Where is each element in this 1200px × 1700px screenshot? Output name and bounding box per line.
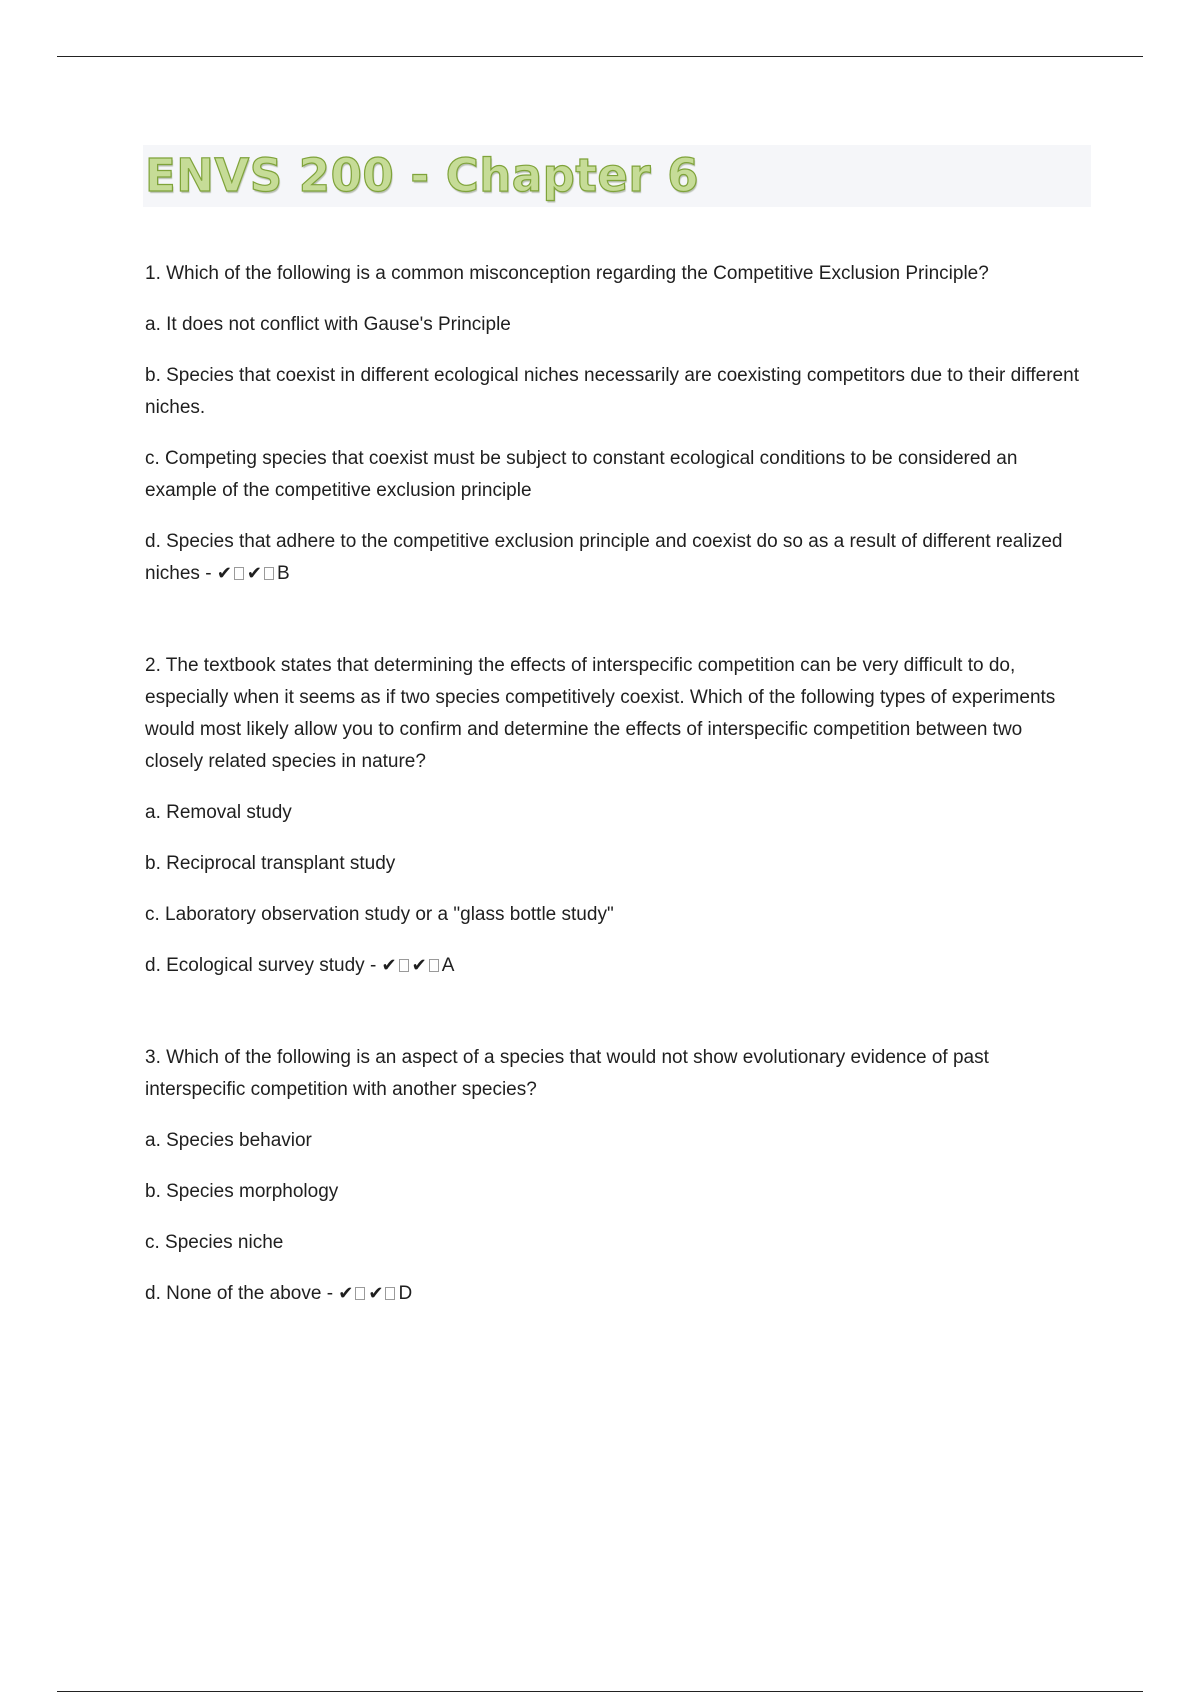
question-text: 1. Which of the following is a common misconception regarding the Competitive Exclusion Principle?	[145, 263, 989, 284]
header-rule	[57, 56, 1143, 57]
check-mark-icon: ✔	[411, 955, 427, 976]
question-text: 3. Which of the following is an aspect of a species that would not show evolutionary evidence of past interspecific competition with another species?	[145, 1047, 989, 1100]
option-d: d. Species that adhere to the competitive exclusion principle and coexist do so as a result of different realized niches -	[145, 531, 1063, 584]
check-mark-icon: ✔	[381, 955, 397, 976]
question-list	[145, 258, 1085, 1329]
option-d: d. None of the above -	[145, 1283, 334, 1304]
answer-letter: B	[277, 563, 290, 584]
option-b: b. Species morphology	[145, 1181, 339, 1202]
question-text: 2. The textbook states that determining the effects of interspecific competition can be very difficult to do, especially when it seems as if two species competitively coexist. Which of the following types of experiments would most likely allow you to confirm and determine the effects of interspecific competition between two closely related species in nature?	[145, 655, 1056, 772]
question-2	[145, 650, 1085, 982]
check-mark-icon: ✔	[216, 563, 232, 584]
answer-letter: A	[441, 955, 455, 976]
question-3	[145, 1042, 1085, 1310]
option-d-with-answer	[145, 950, 1085, 982]
option-d: d. Ecological survey study -	[145, 955, 377, 976]
check-mark-icon: ✔	[368, 1283, 384, 1304]
check-mark-icon: ✔	[338, 1283, 354, 1304]
option-c: c. Species niche	[145, 1232, 284, 1253]
checkbox-glyph-icon	[234, 567, 244, 580]
checkbox-glyph-icon	[429, 959, 439, 972]
document-title: ENVS 200 - Chapter 6	[145, 149, 700, 202]
option-c: c. Competing species that coexist must be subject to constant ecological conditions to be considered an example of the competitive exclusion principle	[145, 448, 1018, 501]
checkbox-glyph-icon	[385, 1287, 395, 1300]
option-c: c. Laboratory observation study or a "glass bottle study"	[145, 904, 614, 925]
option-b: b. Reciprocal transplant study	[145, 853, 396, 874]
checkbox-glyph-icon	[355, 1287, 365, 1300]
check-mark-icon: ✔	[246, 563, 262, 584]
question-1	[145, 258, 1085, 590]
option-a: a. Removal study	[145, 802, 292, 823]
checkbox-glyph-icon	[264, 567, 274, 580]
option-d-with-answer	[145, 1278, 1085, 1310]
option-b: b. Species that coexist in different ecological niches necessarily are coexisting competitors due to their different niches.	[145, 365, 1079, 418]
answer-letter: D	[398, 1283, 413, 1304]
footer-rule	[57, 1691, 1143, 1692]
checkbox-glyph-icon	[399, 959, 409, 972]
option-a: a. It does not conflict with Gause's Principle	[145, 314, 511, 335]
option-a: a. Species behavior	[145, 1130, 312, 1151]
option-d-with-answer	[145, 526, 1085, 590]
